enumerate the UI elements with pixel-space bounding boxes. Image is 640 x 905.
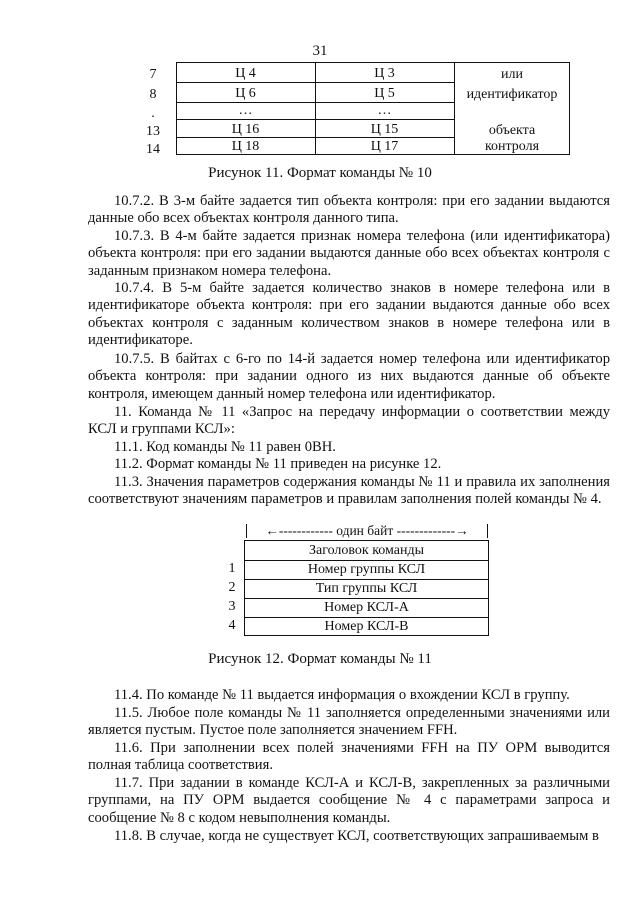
figure-12-caption: Рисунок 12. Формат команды № 11 xyxy=(208,651,432,667)
table-row: Тип группы КСЛ xyxy=(244,579,489,599)
table-cell: Ц 15 xyxy=(370,122,399,137)
paragraph: 11.7. При задании в команде КСЛ-А и КСЛ-В, закрепленных за различными группами, на ПУ ОРМ выдается сообщение № 4 с параметрами запроса и сообщение № 8 с кодом невыполнения команды. xyxy=(88,775,610,826)
paragraph: 11. Команда № 11 «Запрос на передачу информации о соответствии между КСЛ и группами КСЛ»: xyxy=(88,404,610,438)
figure-11-table xyxy=(176,62,570,154)
table-cell: Ц 5 xyxy=(374,86,395,101)
figure-12-table xyxy=(244,524,489,636)
table-note: идентификатор xyxy=(466,87,558,102)
paragraph: 11.5. Любое поле команды № 11 заполняется определенными значениями или является пустым. Пустое поле заполняется значением FFH. xyxy=(88,705,610,739)
paragraph: 10.7.4. В 5-м байте задается количество знаков в номере телефона или в идентификаторе объекта контроля: при его задании выдаются данные обо всех объектах контроля с заданным количеством знаков в номере телефона или в идентификаторе. xyxy=(88,280,610,349)
table-cell: Ц 6 xyxy=(235,86,256,101)
row-number: 14 xyxy=(146,142,160,157)
table-cell: Ц 4 xyxy=(235,66,256,81)
paragraph: 11.3. Значения параметров содержания команды № 11 и правила их заполнения соответствуют значениям параметров и правилам заполнения полей команды № 4. xyxy=(88,474,610,508)
row-number: 1 xyxy=(228,561,236,576)
table-cell: Ц 3 xyxy=(374,66,395,81)
paragraph: 11.8. В случае, когда не существует КСЛ, соответствующих запрашиваемым в xyxy=(114,828,599,844)
table-row: Номер КСЛ-А xyxy=(244,598,489,618)
paragraph: 10.7.3. В 4-м байте задается признак номера телефона (или идентификатора) объекта контроля: при его задании выдаются данные обо всех объектах контроля с заданным признаком номера телефона. xyxy=(88,228,610,279)
table-cell: Ц 16 xyxy=(231,122,260,137)
table-note: или xyxy=(501,67,523,82)
row-number: 8 xyxy=(149,87,157,102)
table-cell: … xyxy=(377,103,392,118)
table-cell: … xyxy=(238,103,253,118)
row-number: 2 xyxy=(228,580,236,595)
figure-11-caption: Рисунок 11. Формат команды № 10 xyxy=(208,165,432,181)
table-note: объекта xyxy=(488,123,536,138)
paragraph: 11.1. Код команды № 11 равен 0ВН. xyxy=(114,439,336,455)
table-cell: Ц 18 xyxy=(231,139,260,154)
page-number: 31 xyxy=(312,43,328,59)
paragraph: 10.7.2. В 3-м байте задается тип объекта контроля: при его задании выдаются данные обо всех объектах контроля данного типа. xyxy=(88,193,610,227)
paragraph: 11.6. При заполнении всех полей значениями FFH на ПУ ОРМ выводится полная таблица соответствия. xyxy=(88,740,610,774)
row-number: . xyxy=(151,106,155,121)
table-note: контроля xyxy=(484,139,540,154)
row-number: 4 xyxy=(228,618,236,633)
table-row: Номер группы КСЛ xyxy=(244,560,489,580)
row-number: 13 xyxy=(146,124,160,139)
header-row: Заголовок команды xyxy=(244,541,489,561)
paragraph: 11.4. По команде № 11 выдается информация о вхождении КСЛ в группу. xyxy=(114,687,570,703)
row-number: 7 xyxy=(149,67,157,82)
table-row: Номер КСЛ-В xyxy=(324,619,409,634)
row-number: 3 xyxy=(228,599,236,614)
paragraph: 11.2. Формат команды № 11 приведен на рисунке 12. xyxy=(114,456,442,472)
byte-width-label: ←------------ один байт -------------→ xyxy=(265,523,469,538)
paragraph: 10.7.5. В байтах с 6-го по 14-й задается номер телефона или идентификатор объекта контроля: при задании одного из них выдаются данные об объекте контроля, имеющем данный номер телефона или идентификатор. xyxy=(88,351,610,402)
table-cell: Ц 17 xyxy=(370,139,399,154)
